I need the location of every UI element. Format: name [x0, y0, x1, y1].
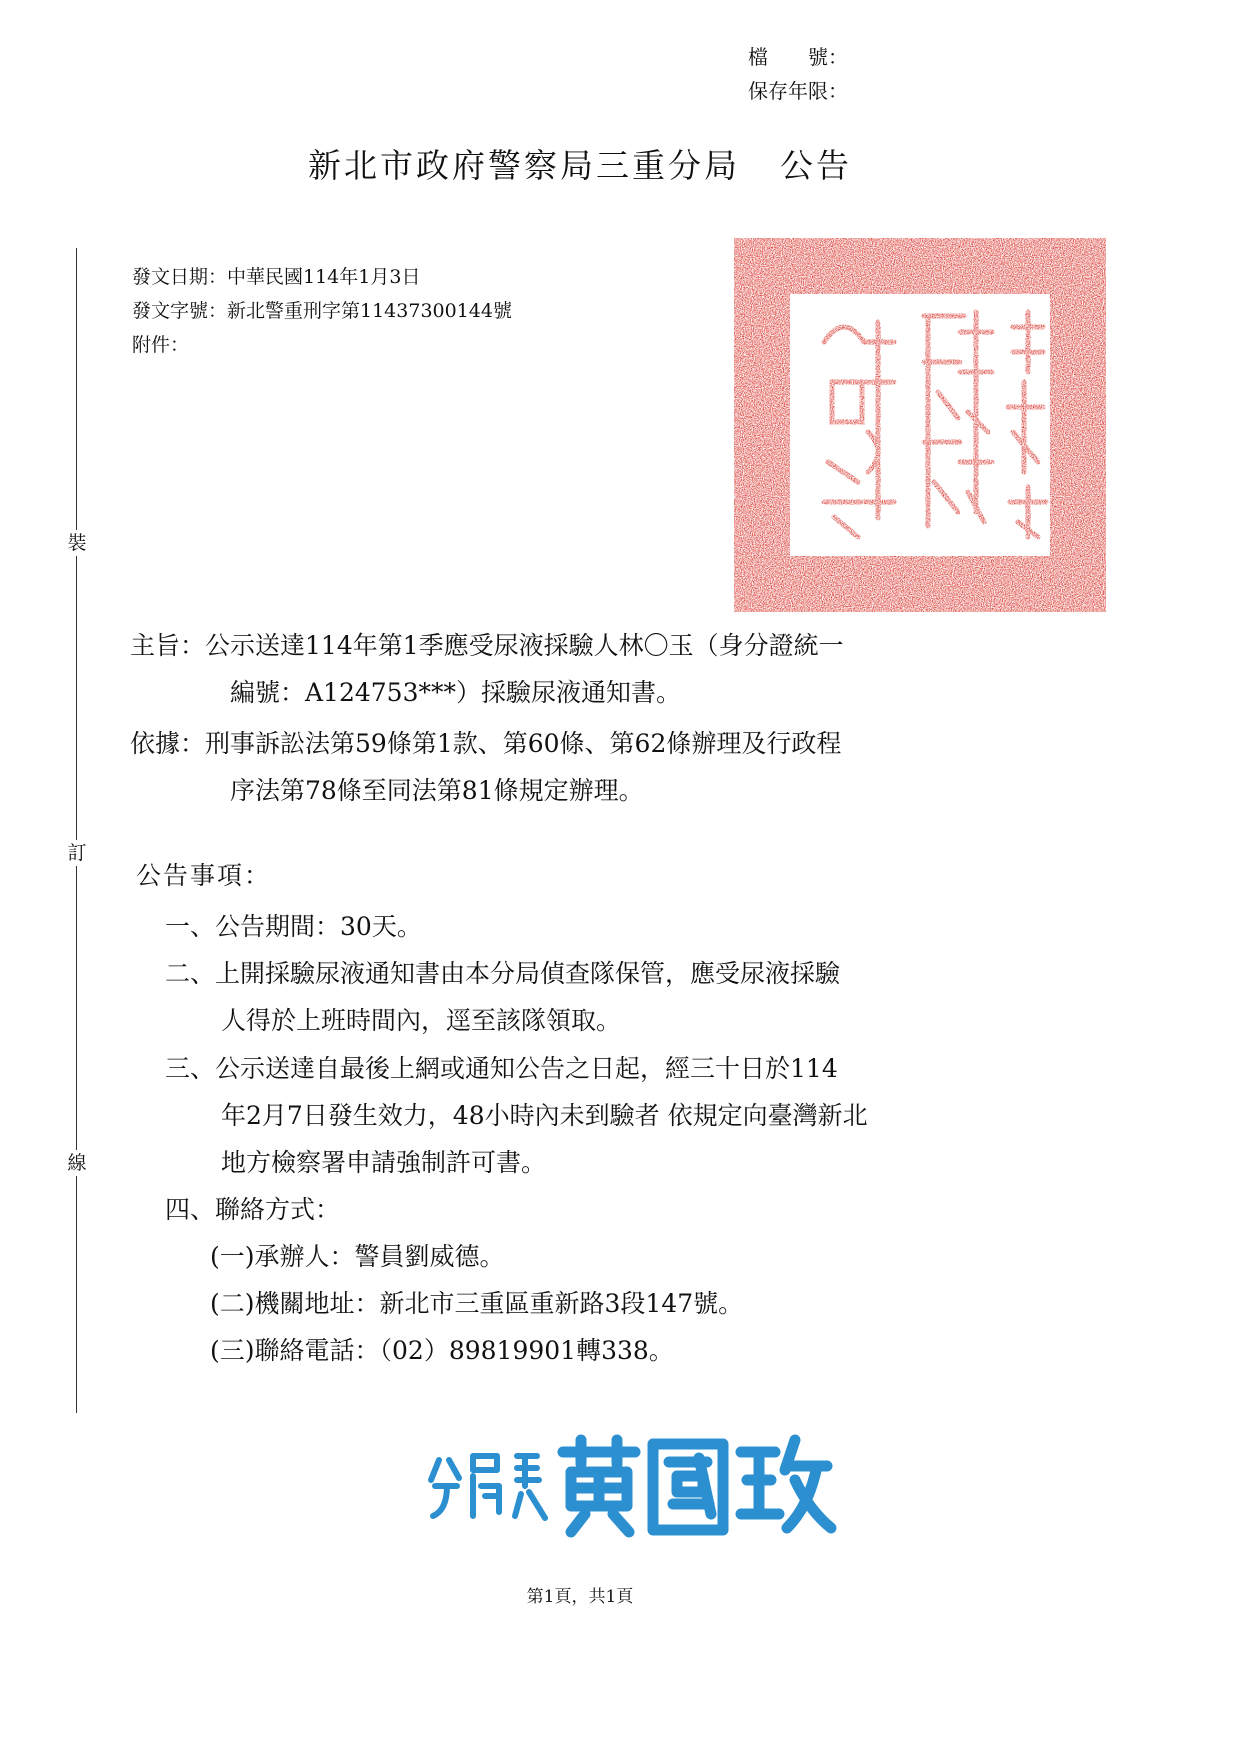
file-info: [748, 40, 848, 108]
document-meta: [132, 260, 512, 362]
subject-section: [130, 622, 844, 716]
contact-number: (三): [210, 1336, 255, 1365]
item-number: 二、: [165, 959, 216, 988]
binding-mark-ding: 訂: [67, 842, 87, 864]
official-seal: [728, 232, 1112, 618]
item-number: 一、: [165, 912, 216, 941]
file-number-label: 檔 號：: [748, 45, 848, 69]
item-line: 公示送達自最後上網或通知公告之日起，經三十日於114: [215, 1054, 838, 1083]
item-line: 地方檢察署申請強制許可書。: [221, 1148, 547, 1177]
contact-number: (一): [210, 1242, 255, 1271]
contact-text: 聯絡電話：（02）89819901轉338。: [254, 1336, 674, 1365]
issue-date: 發文日期：中華民國114年1月3日: [132, 266, 421, 288]
binding-mark-zhuang: 裝: [67, 532, 87, 554]
subject-label: 主旨：: [130, 631, 206, 660]
item-line: 上開採驗尿液通知書由本分局偵查隊保管，應受尿液採驗: [215, 959, 841, 988]
notice-item: [165, 1045, 868, 1186]
item-line: 公告期間：30天。: [215, 912, 422, 941]
contact-text: 機關地址：新北市三重區重新路3段147號。: [254, 1289, 744, 1318]
notice-heading: 公告事項：: [136, 861, 272, 890]
contact-number: (二): [210, 1289, 255, 1318]
contact-item: [210, 1280, 743, 1327]
document-number: 發文字號：新北警重刑字第11437300144號: [132, 300, 512, 322]
item-number: 四、: [165, 1195, 216, 1224]
document-type: 公告: [780, 146, 852, 185]
chief-signature-stamp: [425, 1430, 845, 1540]
contact-item: [210, 1233, 505, 1280]
basis-label: 依據：: [130, 729, 206, 758]
contact-text: 承辦人：警員劉威德。: [254, 1242, 505, 1271]
notice-item: [165, 1186, 340, 1233]
page-title: [0, 140, 1160, 187]
item-number: 三、: [165, 1054, 216, 1083]
page-footer: 第1頁，共1頁: [526, 1587, 634, 1607]
subject-line-2: 編號：A124753***）採驗尿液通知書。: [230, 678, 681, 707]
item-line: 聯絡方式：: [215, 1195, 341, 1224]
item-line: 人得於上班時間內，逕至該隊領取。: [221, 1006, 622, 1035]
notice-item: [165, 950, 840, 1044]
attachment: 附件：: [132, 334, 190, 356]
notice-item: [165, 903, 422, 950]
basis-line-2: 序法第78條至同法第81條規定辦理。: [230, 776, 644, 805]
retention-label: 保存年限：: [748, 79, 848, 103]
binding-line: [76, 248, 77, 1413]
subject-line-1: 公示送達114年第1季應受尿液採驗人林〇玉（身分證統一: [205, 631, 844, 660]
binding-mark-xian: 線: [67, 1152, 87, 1174]
contact-item: [210, 1327, 674, 1374]
agency-name: 新北市政府警察局三重分局: [308, 146, 740, 185]
item-line: 年2月7日發生效力，48小時內未到驗者 依規定向臺灣新北: [221, 1101, 868, 1130]
basis-section: [130, 720, 841, 814]
basis-line-1: 刑事訴訟法第59條第1款、第60條、第62條辦理及行政程: [205, 729, 842, 758]
